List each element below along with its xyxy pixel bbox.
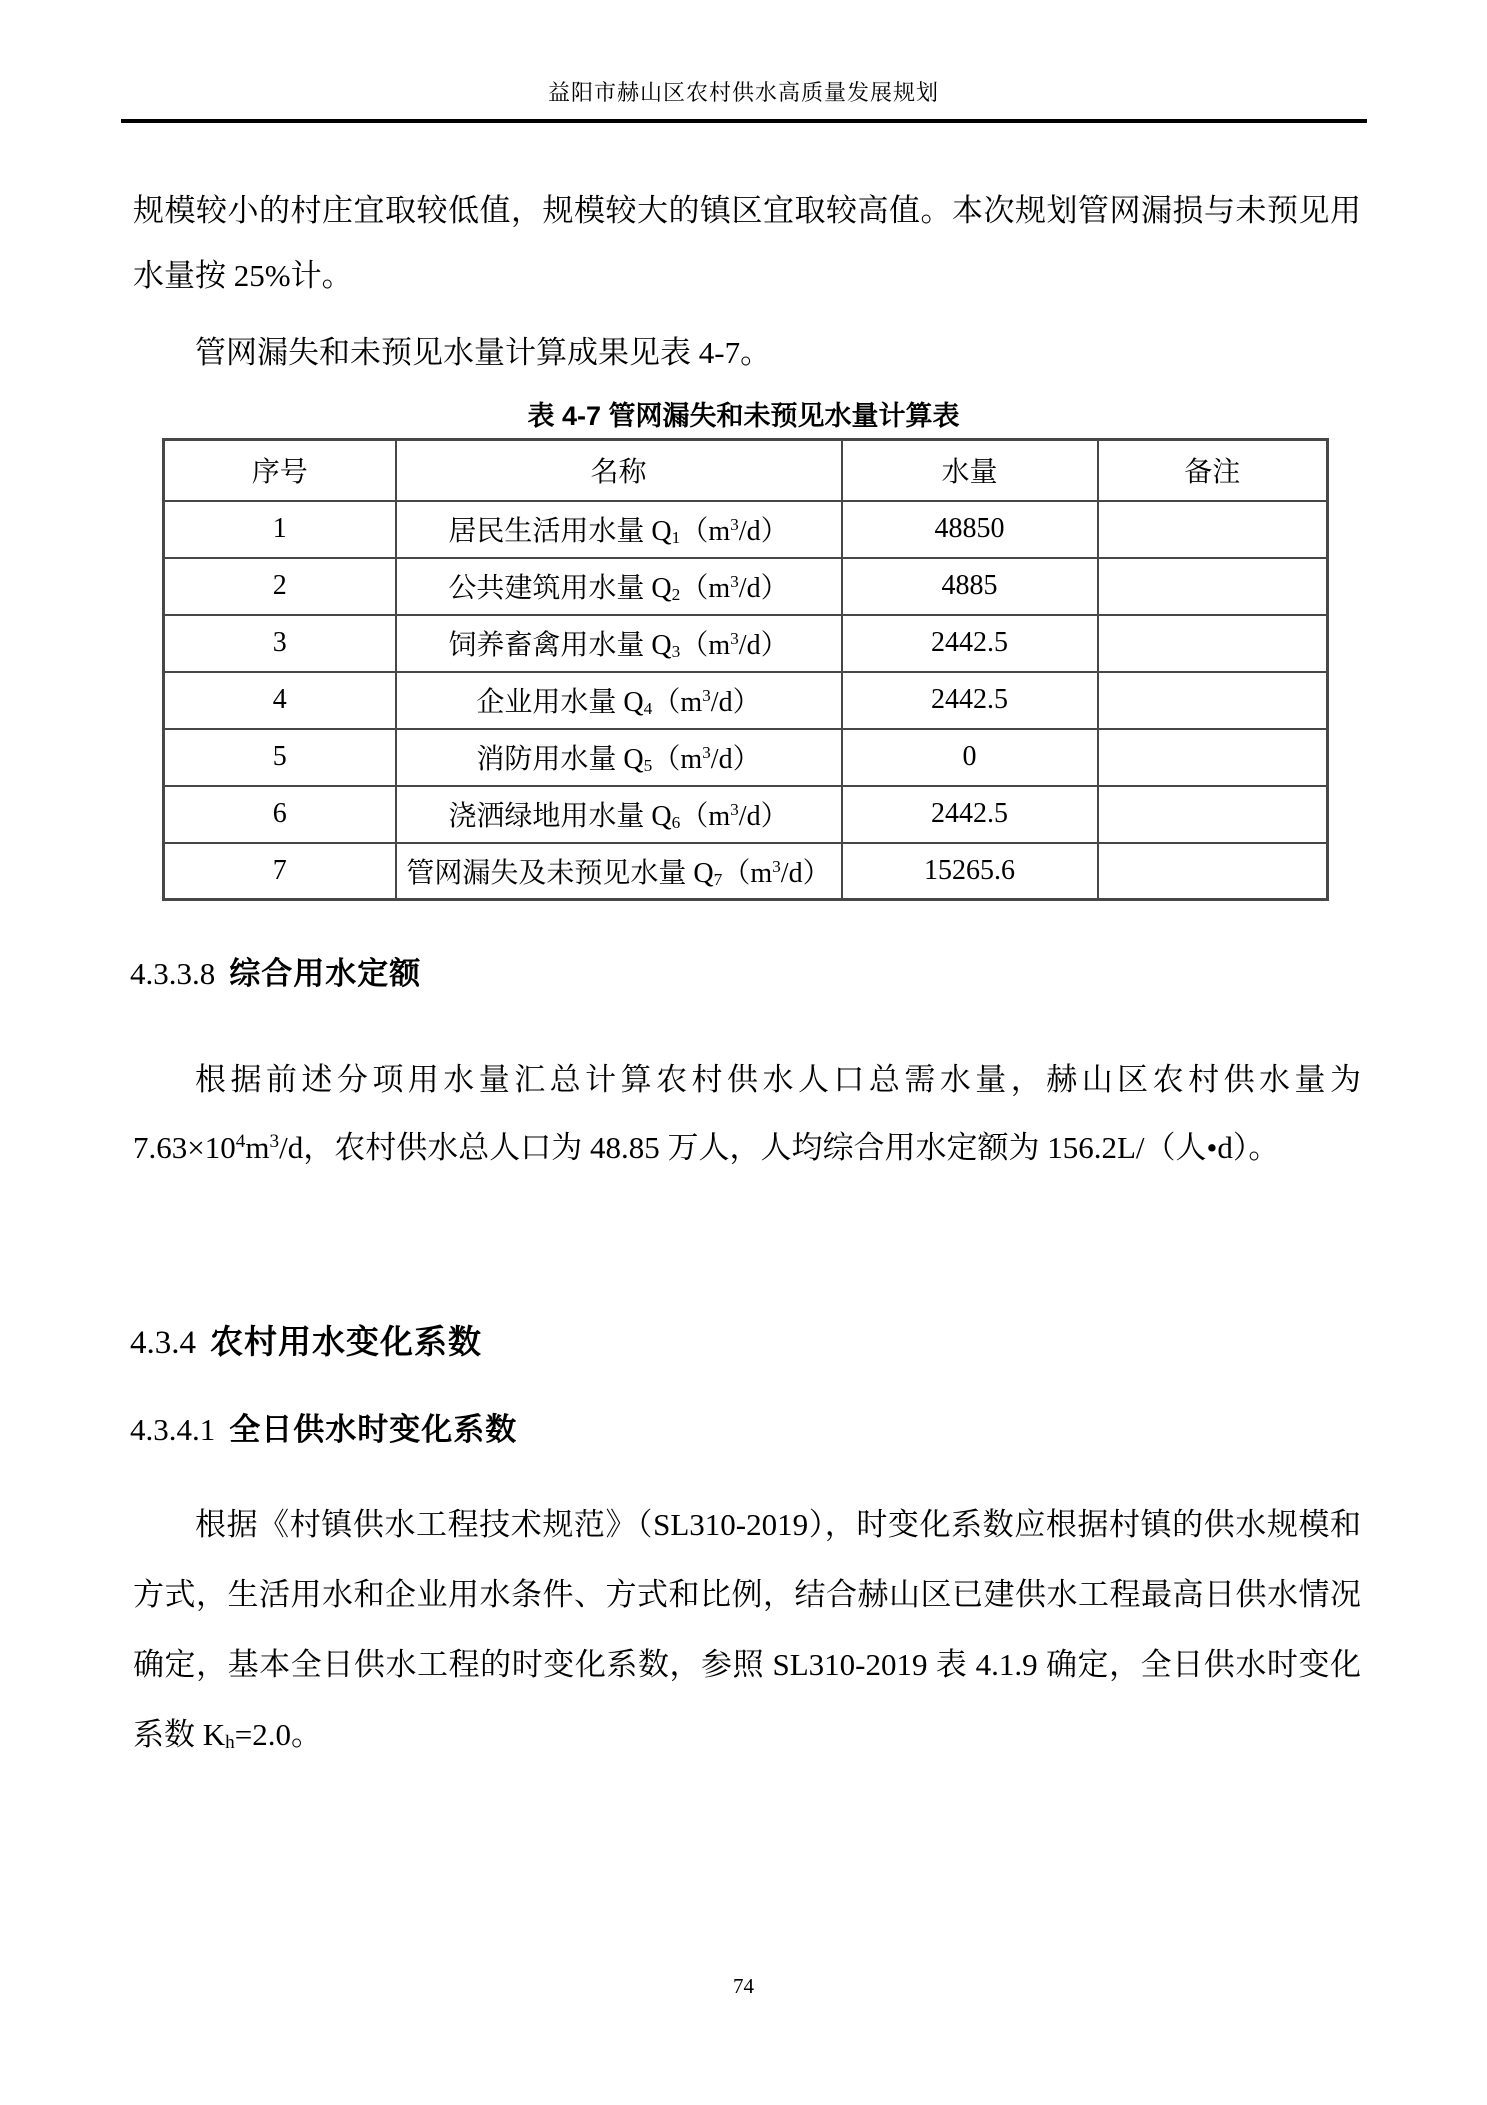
cell-index: 4 [164, 672, 396, 729]
cell-amount: 4885 [842, 558, 1098, 615]
sub-text: 5 [643, 756, 653, 776]
text-run: 管网漏失和未预见水量计算成果见表 4-7。 [195, 335, 772, 370]
section-title: 综合用水定额 [229, 956, 422, 991]
section-heading-variation-coefficient [130, 1316, 482, 1363]
table-header-cell: 水量 [842, 440, 1098, 501]
table-row [164, 501, 1328, 558]
header-rule [121, 119, 1367, 123]
cell-index: 1 [164, 501, 396, 558]
sup-text: 3 [702, 743, 711, 763]
text-run: /d） [780, 857, 831, 889]
table-header-cell: 名称 [396, 440, 842, 501]
text-run: /d） [710, 744, 761, 775]
text-run: （m [680, 516, 731, 547]
table-row [164, 843, 1328, 900]
cell-note [1098, 672, 1328, 729]
paragraph-comprehensive-quota [133, 1046, 1361, 1182]
cell-name [396, 501, 842, 558]
table-row [164, 729, 1328, 786]
cell-note [1098, 615, 1328, 672]
cell-note [1098, 729, 1328, 786]
table-caption: 表 4-7 管网漏失和未预见水量计算表 [527, 401, 960, 431]
text-run: 公共建筑用水量 Q [448, 573, 672, 604]
text-run: /d） [738, 516, 789, 547]
paragraph-table-reference [133, 320, 1361, 385]
sup-text: 3 [702, 686, 711, 706]
cell-name [396, 786, 842, 843]
sup-text: 3 [772, 857, 781, 877]
section-title: 全日供水时变化系数 [229, 1412, 518, 1447]
text-run: 饲养畜禽用水量 Q [448, 630, 672, 661]
cell-name [396, 558, 842, 615]
table-row [164, 558, 1328, 615]
sup-text: 4 [235, 1131, 246, 1153]
text-run: 管网漏失及未预见水量 Q [406, 857, 714, 889]
page-header-title: 益阳市赫山区农村供水高质量发展规划 [547, 80, 939, 105]
cell-amount: 48850 [842, 501, 1098, 558]
text-run: /d） [738, 630, 789, 661]
text-run: （m [680, 573, 731, 604]
section-number: 4.3.4 [130, 1325, 196, 1361]
cell-name [396, 729, 842, 786]
cell-index: 5 [164, 729, 396, 786]
text-run: （m [652, 687, 703, 718]
table-head [164, 440, 1328, 501]
cell-note [1098, 843, 1328, 900]
paragraph-leakage-ratio [133, 178, 1361, 308]
sub-text: 6 [671, 813, 681, 833]
cell-amount: 15265.6 [842, 843, 1098, 900]
table-header-cell: 备注 [1098, 440, 1328, 501]
water-calculation-table [162, 438, 1329, 901]
sub-text: 2 [671, 585, 681, 605]
sub-text: 1 [671, 528, 681, 548]
sup-text: 3 [730, 629, 739, 649]
text-run: /d） [738, 801, 789, 832]
table-body [164, 501, 1328, 900]
sub-text: h [225, 1732, 235, 1754]
section-heading-comprehensive-quota [130, 948, 421, 993]
cell-amount: 2442.5 [842, 786, 1098, 843]
text-run: 消防用水量 Q [476, 744, 644, 775]
section-number: 4.3.4.1 [130, 1412, 216, 1447]
paragraph-hourly-variation [133, 1490, 1361, 1770]
cell-note [1098, 501, 1328, 558]
sup-text: 3 [269, 1131, 280, 1153]
section-title: 农村用水变化系数 [210, 1323, 482, 1360]
cell-note [1098, 786, 1328, 843]
cell-index: 7 [164, 843, 396, 900]
text-run: =2.0。 [234, 1717, 322, 1752]
cell-name [396, 672, 842, 729]
section-number: 4.3.3.8 [130, 956, 216, 991]
text-run: （m [680, 801, 731, 832]
page-number: 74 [733, 1974, 754, 1998]
sup-text: 3 [730, 572, 739, 592]
text-run: /d） [738, 573, 789, 604]
sub-text: 3 [671, 642, 681, 662]
section-heading-hourly-variation [130, 1404, 517, 1449]
sub-text: 7 [713, 869, 723, 889]
text-run: m [245, 1130, 270, 1165]
cell-name [396, 615, 842, 672]
cell-amount: 0 [842, 729, 1098, 786]
text-run: （m [722, 857, 773, 889]
sub-text: 4 [643, 699, 653, 719]
cell-index: 3 [164, 615, 396, 672]
text-run: 企业用水量 Q [476, 687, 644, 718]
cell-amount: 2442.5 [842, 615, 1098, 672]
table-row [164, 786, 1328, 843]
text-run: /d，农村供水总人口为 48.85 万人，人均综合用水定额为 156.2L/（人•d）。 [279, 1130, 1280, 1165]
cell-name [396, 843, 842, 900]
text-run: 根据《村镇供水工程技术规范》（SL310-2019），时变化系数应根据村镇的供水规模和方式，生活用水和企业用水条件、方式和比例，结合赫山区已建供水工程最高日供水情况确定，基本全日供水工程的时变化系数，参照 SL310-2019 表 4.1.9 确定，全日供水时变化系数 K [133, 1507, 1361, 1752]
cell-note [1098, 558, 1328, 615]
text-run: （m [652, 744, 703, 775]
sup-text: 3 [730, 515, 739, 535]
table-header-row [164, 440, 1328, 501]
cell-index: 2 [164, 558, 396, 615]
table-row [164, 672, 1328, 729]
text-run: （m [680, 630, 731, 661]
table-row [164, 615, 1328, 672]
cell-index: 6 [164, 786, 396, 843]
text-run: 规模较小的村庄宜取较低值，规模较大的镇区宜取较高值。本次规划管网漏损与未预见用水量按 25%计。 [133, 193, 1361, 293]
text-run: 居民生活用水量 Q [448, 516, 672, 547]
text-run: 根据前述分项用水量汇总计算农村供水人口总需水量，赫山区农村供水量为 7.63×10 [133, 1062, 1361, 1165]
text-run: /d） [710, 687, 761, 718]
table-header-cell: 序号 [164, 440, 396, 501]
sup-text: 3 [730, 800, 739, 820]
cell-amount: 2442.5 [842, 672, 1098, 729]
text-run: 浇洒绿地用水量 Q [448, 801, 672, 832]
